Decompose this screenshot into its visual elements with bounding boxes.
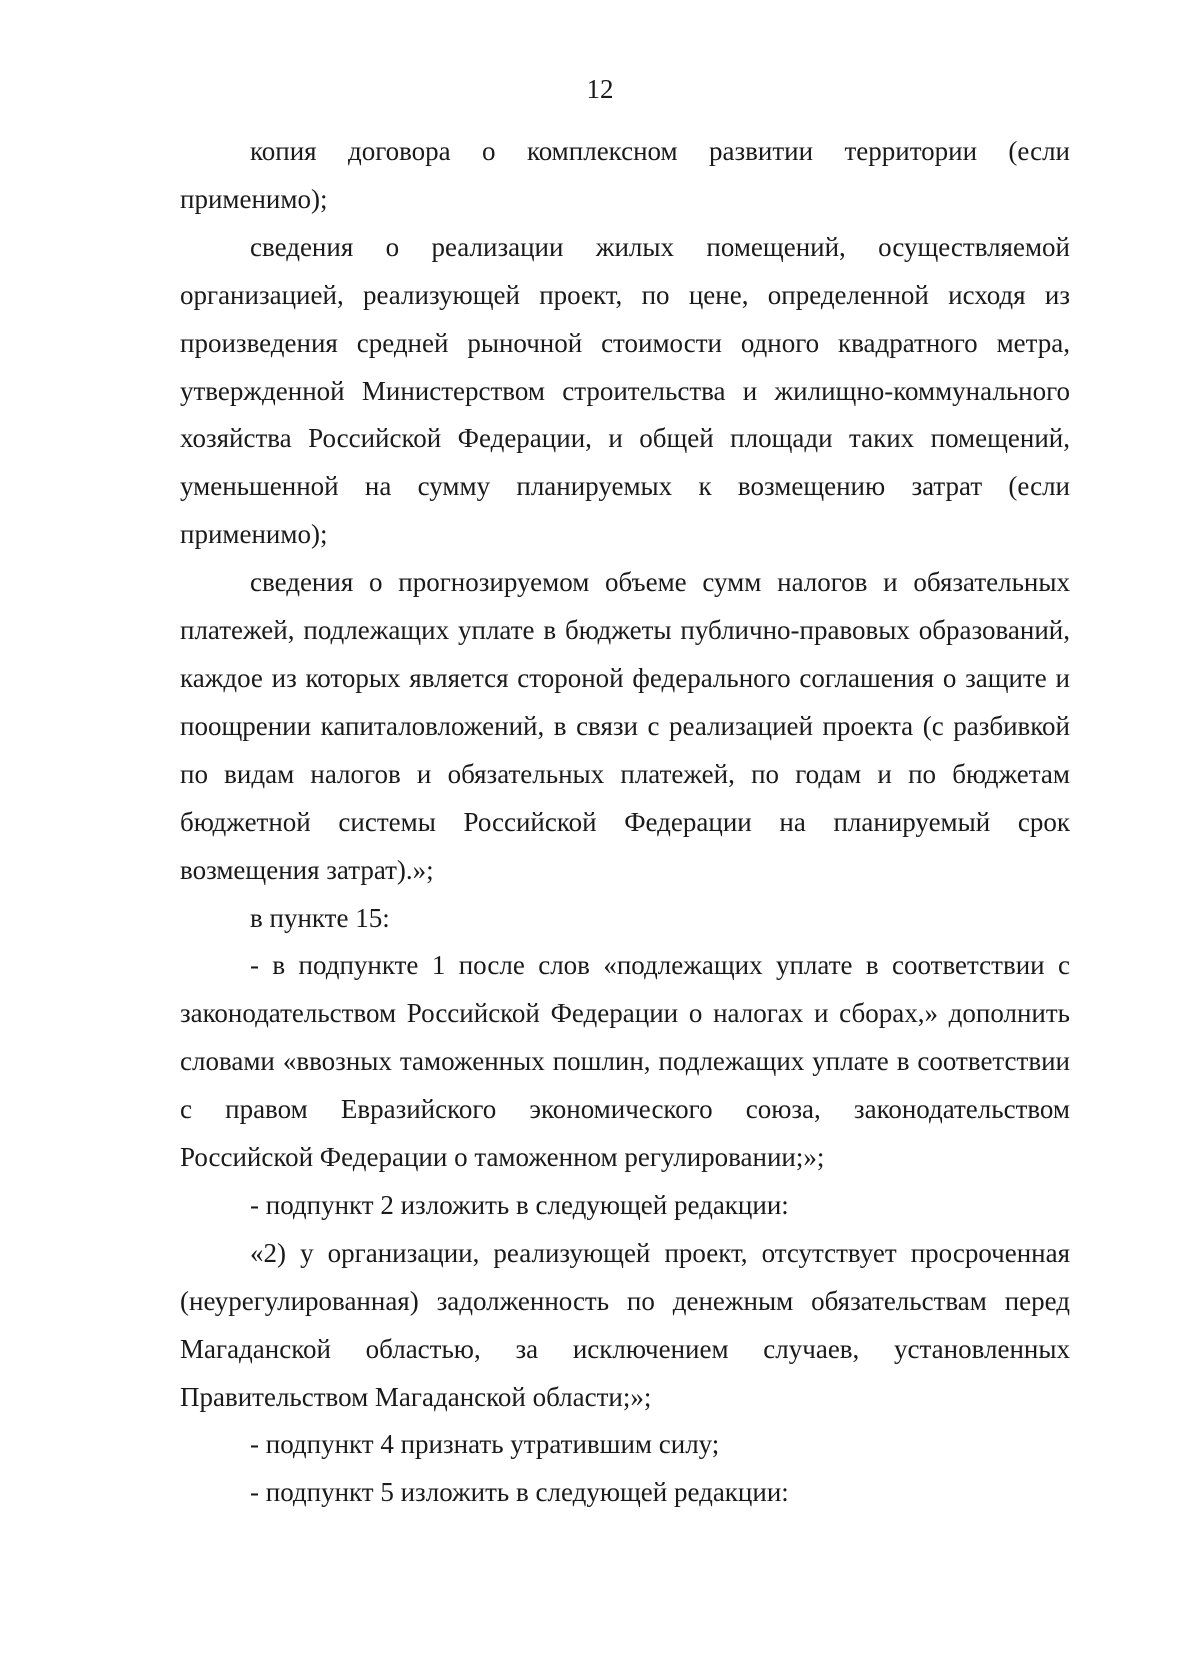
- paragraph-tax-forecast: сведения о прогнозируемом объеме сумм налогов и обязательных платежей, подлежащих уплате в бюджеты публично-правовых образований, каждое из которых является стороной федерального соглашения о защите и поощрении капиталовложений, в связи с реализацией проекта (с разбивкой по видам налогов и обязательных платежей, по годам и по бюджетам бюджетной системы Российской Федерации на планируемый срок возмещения затрат).»;: [180, 567, 1070, 885]
- page-number: 12: [586, 74, 614, 104]
- paragraph-subclause-5: - подпункт 5 изложить в следующей редакции:: [250, 1477, 789, 1508]
- paragraph-subclause-2-intro: - подпункт 2 изложить в следующей редакции:: [250, 1189, 789, 1220]
- paragraph-housing-sales: сведения о реализации жилых помещений, осуществляемой организацией, реализующей проект, по цене, определенной исходя из произведения средней рыночной стоимости одного квадратного метра, утвержденной Министерством строительства и жилищно-коммунального хозяйства Российской Федерации, и общей площади таких помещений, уменьшенной на сумму планируемых к возмещению затрат (если применимо);: [180, 231, 1070, 550]
- paragraph-subclause-4: - подпункт 4 признать утратившим силу;: [250, 1429, 720, 1460]
- paragraph-subclause-2-text: «2) у организации, реализующей проект, отсутствует просроченная (неурегулированная) задолженность по денежным обязательствам перед Магаданской областью, за исключением случаев, установленных Правительством Магаданской области;»;: [180, 1237, 1070, 1412]
- paragraph-subclause-1: - в подпункте 1 после слов «подлежащих уплате в соответствии с законодательством Российской Федерации о налогах и сборах,» дополнить словами «ввозных таможенных пошлин, подлежащих уплате в соответствии с правом Евразийского экономического союза, законодательством Российской Федерации о таможенном регулировании;»;: [180, 950, 1070, 1173]
- paragraph-copy-agreement: копия договора о комплексном развитии территории (если применимо);: [180, 136, 1070, 214]
- paragraph-clause-15: в пункте 15:: [250, 902, 390, 933]
- document-body: [180, 128, 1070, 1517]
